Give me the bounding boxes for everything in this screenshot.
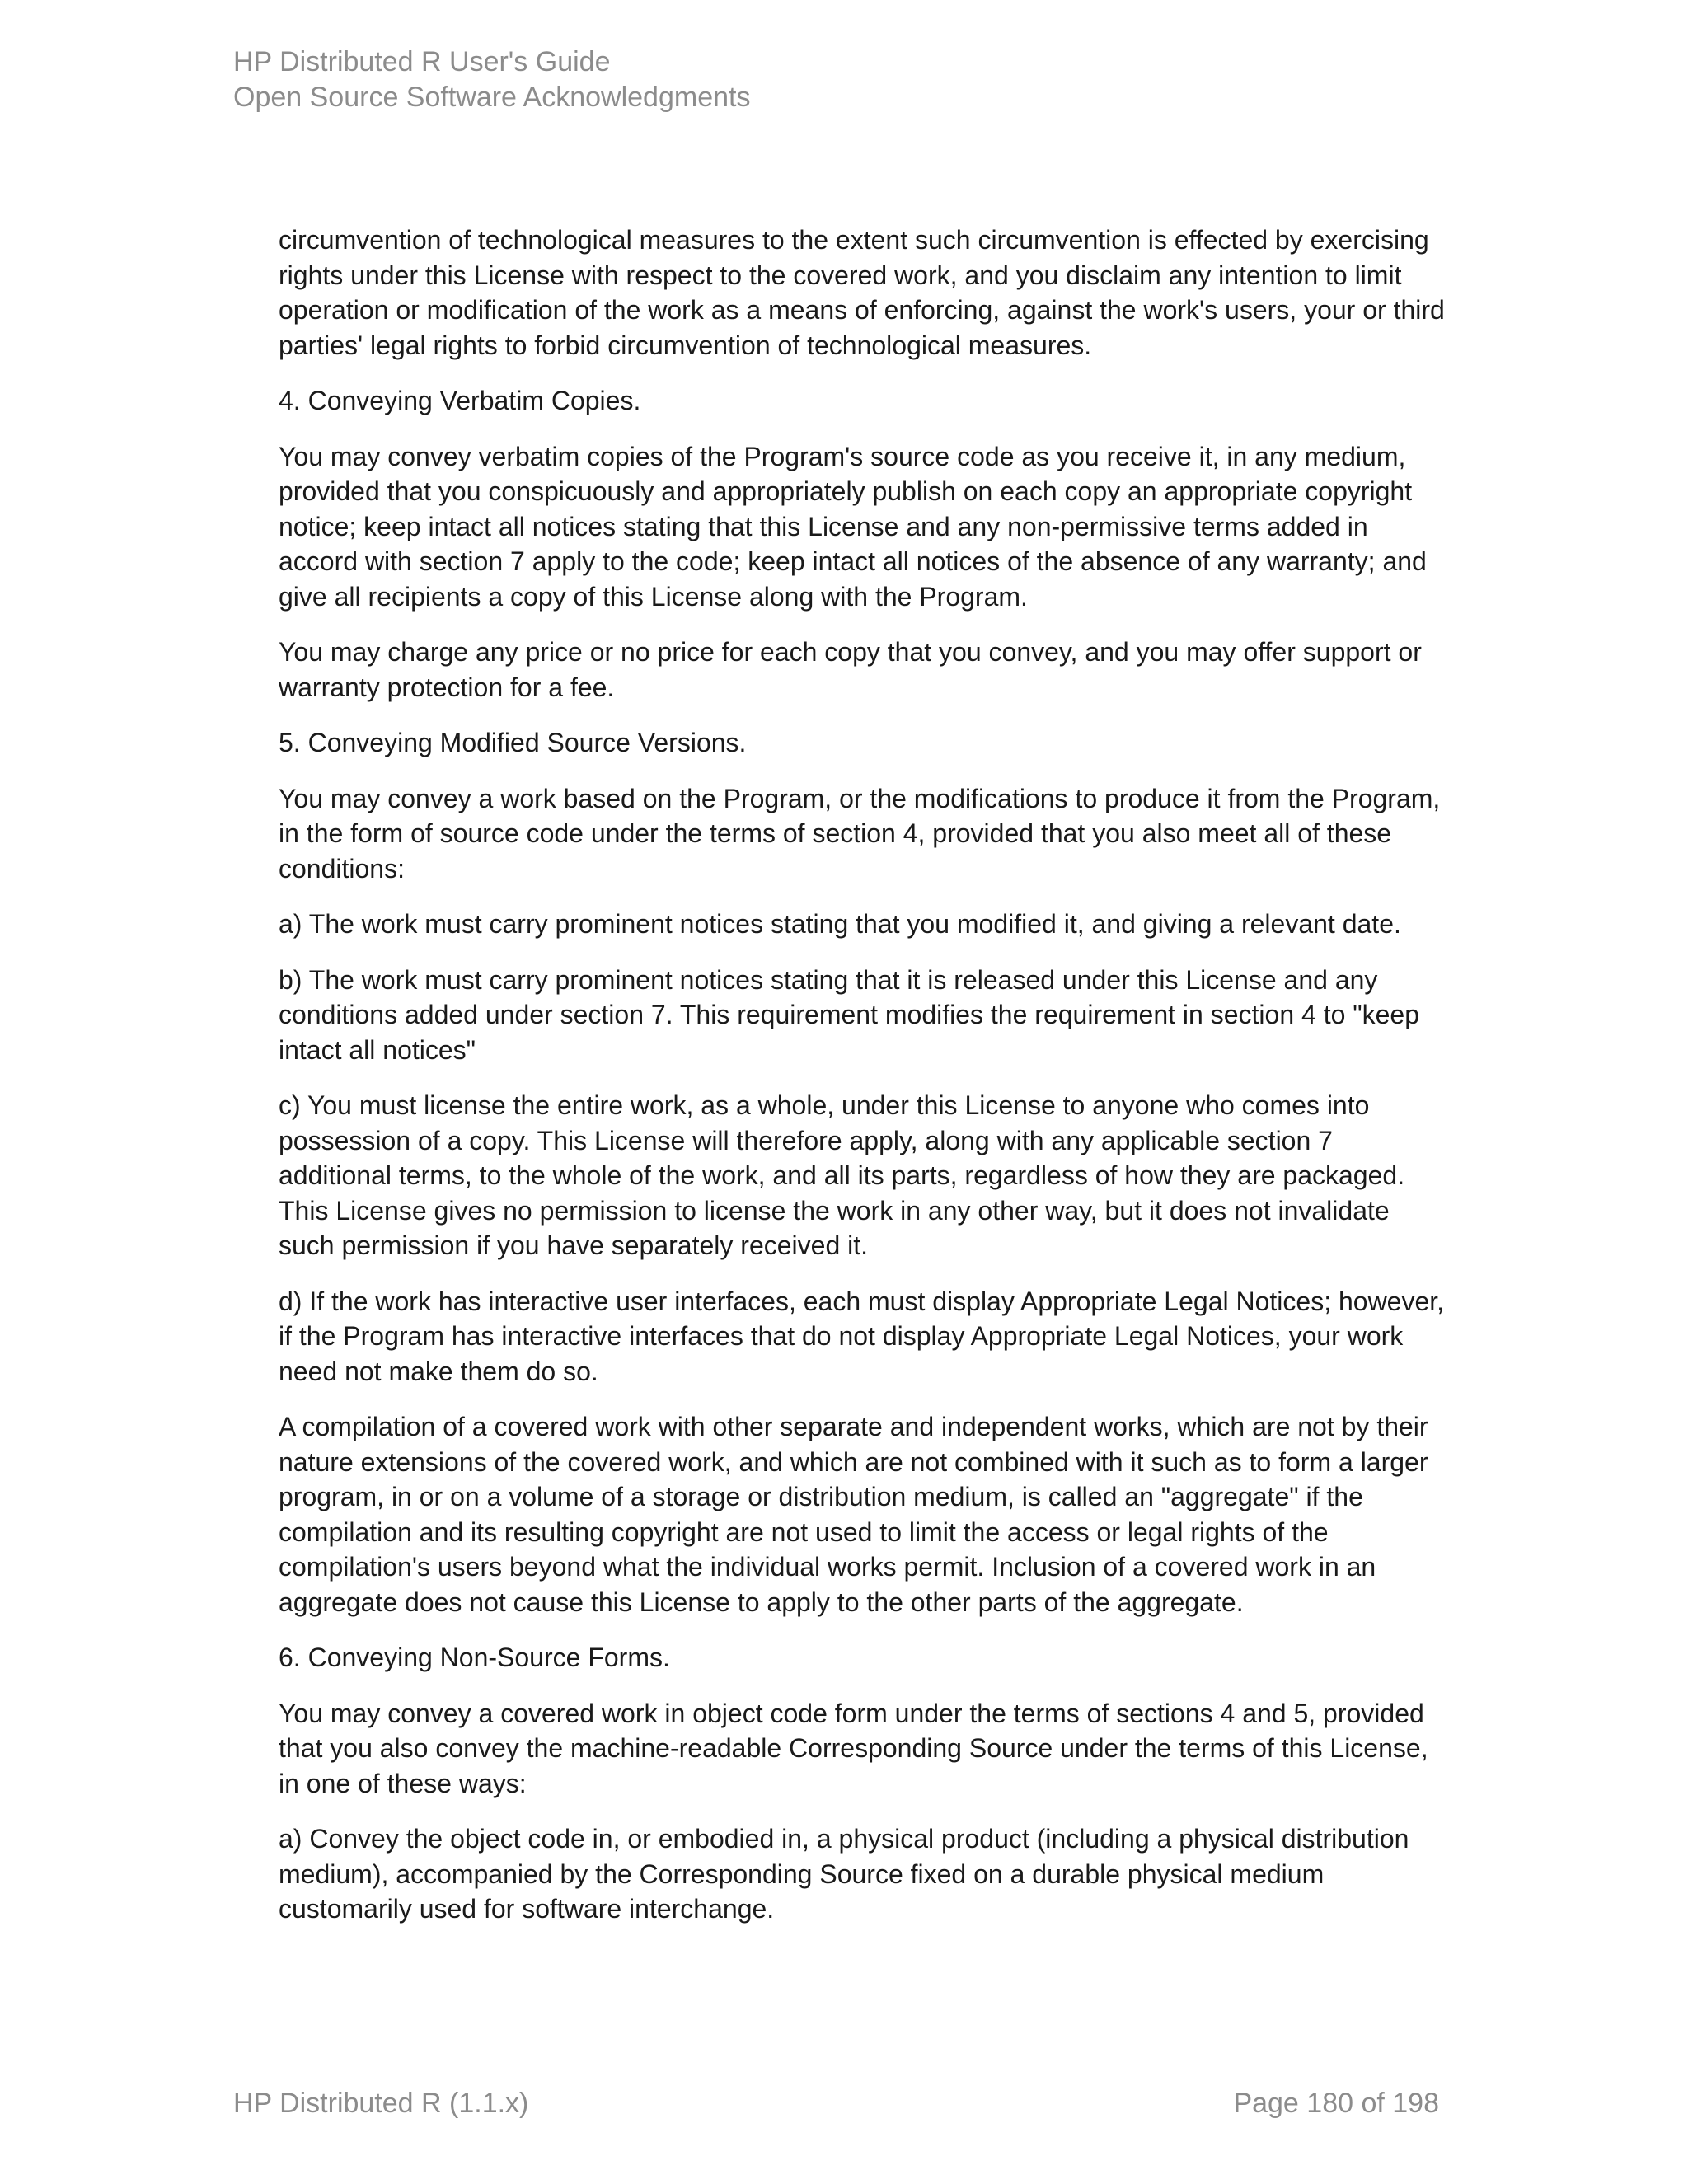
condition-item: d) If the work has interactive user interfaces, each must display Appropriate Legal Notices; however, if the Program has interactive interfaces that do not display Appropriate Legal Notices, your work need not make them do so. — [279, 1286, 1445, 1386]
document-title: HP Distributed R User's Guide — [233, 46, 611, 77]
paragraph: You may convey a work based on the Program, or the modifications to produce it from the Program, in the form of source code under the terms of section 4, provided that you also meet all of these conditions: — [279, 783, 1441, 883]
section-heading: 6. Conveying Non-Source Forms. — [279, 1643, 670, 1672]
document-body — [279, 223, 1449, 1947]
section-heading: 5. Conveying Modified Source Versions. — [279, 728, 747, 757]
condition-item: a) Convey the object code in, or embodied in, a physical product (including a physical distribution medium), accompanied by the Corresponding Source fixed on a durable physical medium customarily used for software interchange. — [279, 1824, 1409, 1924]
section-title: Open Source Software Acknowledgments — [233, 82, 751, 113]
paragraph: circumvention of technological measures to the extent such circumvention is effected by exercising rights under this License with respect to the covered work, and you disclaim any intention to limit operation or modification of the work as a means of enforcing, against the work's users, your or third parties' legal rights to forbid circumvention of technological measures. — [279, 225, 1445, 360]
paragraph: A compilation of a covered work with other separate and independent works, which are not by their nature extensions of the covered work, and which are not combined with it such as to form a larger program, in or on a volume of a storage or distribution medium, is called an "aggregate" if the compilation and its resulting copyright are not used to limit the access or legal rights of the compilation's users beyond what the individual works permit. Inclusion of a covered work in an aggregate does not cause this License to apply to the other parts of the aggregate. — [279, 1412, 1428, 1617]
page-header — [233, 45, 750, 115]
paragraph: You may convey a covered work in object code form under the terms of sections 4 and 5, provided that you also convey the machine-readable Corresponding Source under the terms of this License, in one of these ways: — [279, 1698, 1428, 1798]
condition-item: a) The work must carry prominent notices stating that you modified it, and giving a relevant date. — [279, 909, 1401, 939]
page-number: Page 180 of 198 — [1233, 2088, 1439, 2119]
paragraph: You may charge any price or no price for each copy that you convey, and you may offer support or warranty protection for a fee. — [279, 637, 1422, 702]
paragraph: You may convey verbatim copies of the Program's source code as you receive it, in any medium, provided that you conspicuously and appropriately publish on each copy an appropriate copyright notice; keep intact all notices stating that this License and any non-permissive terms added in accord with section 7 apply to the code; keep intact all notices of the absence of any warranty; and give all recipients a copy of this License along with the Program. — [279, 441, 1427, 612]
condition-item: c) You must license the entire work, as a whole, under this License to anyone who comes into possession of a copy. This License will therefore apply, along with any applicable section 7 additional terms, to the whole of the work, and all its parts, regardless of how they are packaged. This License gives no permission to license the work in any other way, but it does not invalidate such permission if you have separately received it. — [279, 1090, 1405, 1260]
condition-item: b) The work must carry prominent notices stating that it is released under this License and any conditions added under section 7. This requirement modifies the requirement in section 4 to "keep intact all notices" — [279, 964, 1420, 1065]
page-footer — [233, 2086, 1439, 2121]
section-heading: 4. Conveying Verbatim Copies. — [279, 386, 641, 415]
footer-product: HP Distributed R (1.1.x) — [233, 2088, 529, 2119]
